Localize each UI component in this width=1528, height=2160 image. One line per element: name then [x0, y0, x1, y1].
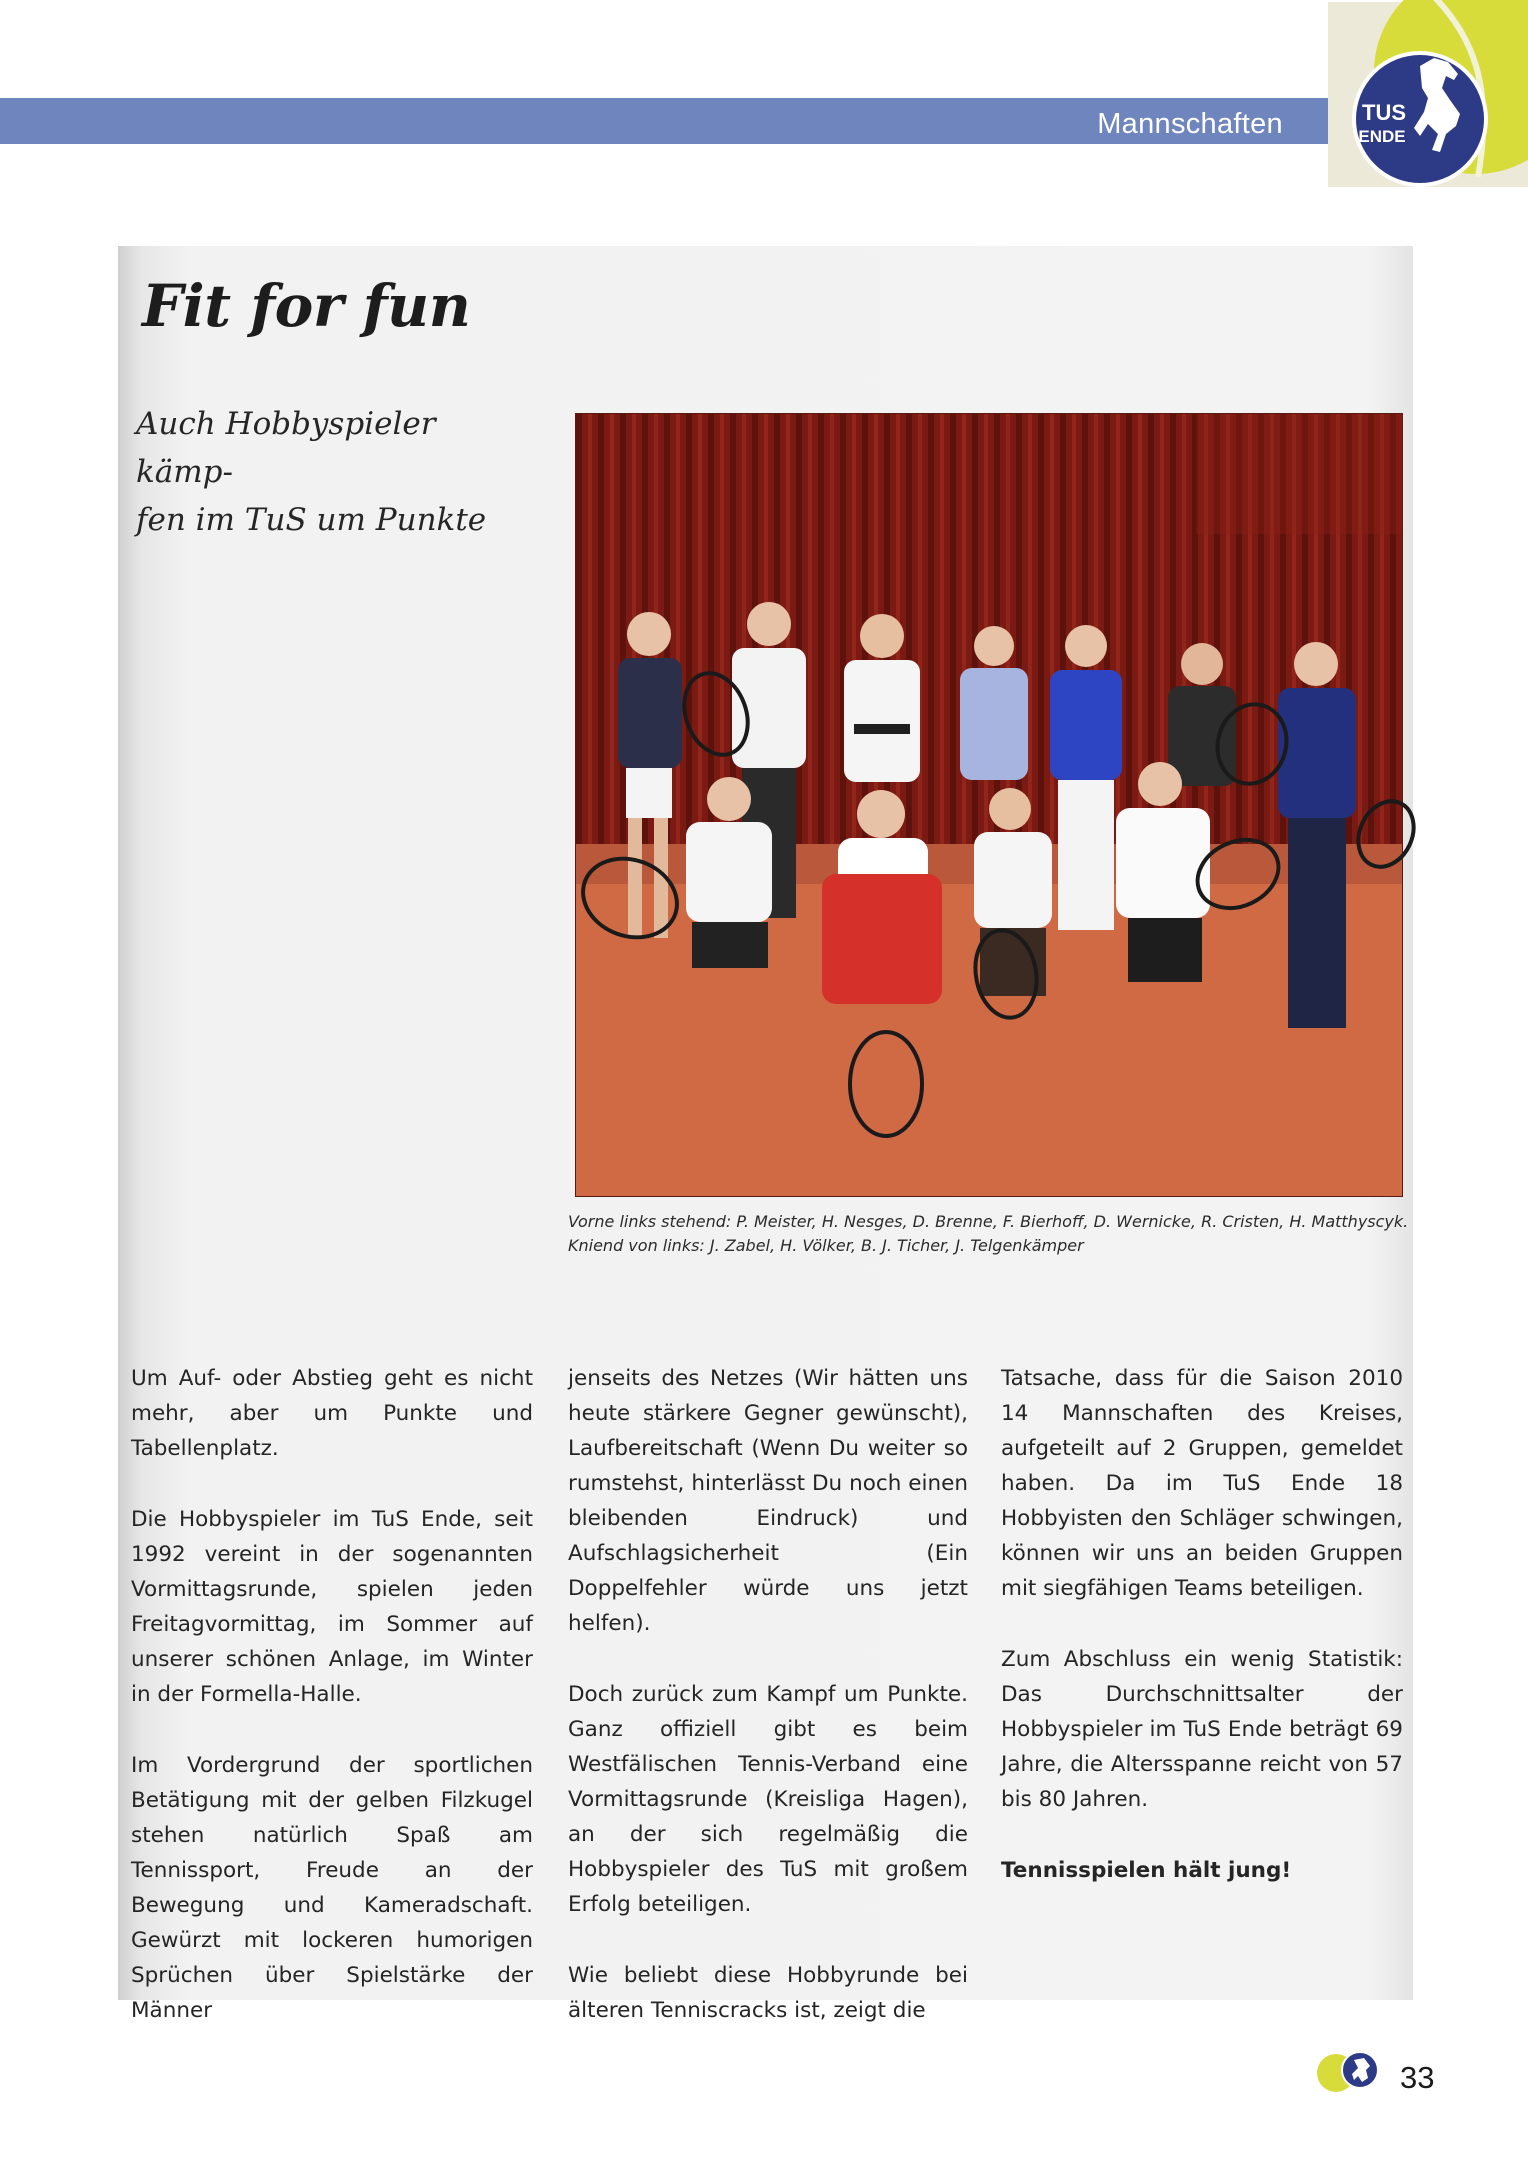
subtitle-line: fen im TuS um Punkte [136, 502, 487, 538]
closing-line: Tennisspielen hält jung! [1001, 1858, 1292, 1883]
paragraph: Wie beliebt diese Hobbyrunde bei älteren Tenniscracks ist, zeigt die [568, 1963, 968, 2023]
logo-text-tus: TUS [1362, 100, 1406, 125]
page-number: 33 [1400, 2060, 1435, 2095]
subtitle-line: Auch Hobbyspieler kämp- [136, 406, 436, 490]
team-photo-illustration [576, 414, 1402, 1196]
scanned-article-page [118, 246, 1413, 2023]
paragraph: Tatsache, dass für die Saison 2010 14 Mannschaften des Kreises, aufgeteilt auf 2 Gruppen, gemeldet haben. Da im TuS Ende 18 Hobbyisten den Schläger schwingen, können wir uns an beiden Gruppen mit siegfähigen Teams beteiligen. [1001, 1366, 1403, 1601]
paragraph: jenseits des Netzes (Wir hätten uns heute stärkere Gegner gewünscht), Laufbereitschaft (Wenn Du weiter so rumstehst, hinterlässt Du noch einen bleibenden Eindruck) und Aufschlagsicherheit (Ein Doppelfehler würde uns jetzt helfen). [568, 1366, 968, 1636]
club-logo-emblem [1328, 2, 1528, 187]
article-subtitle [136, 400, 516, 544]
paragraph: Um Auf- oder Abstieg geht es nicht mehr, aber um Punkte und Tabellenplatz. [131, 1366, 533, 1461]
paragraph: Zum Abschluss ein wenig Statistik: Das Durchschnittsalter der Hobbyspieler im TuS Ende beträgt 69 Jahre, die Altersspanne reicht von 57 bis 80 Jahren. [1001, 1647, 1403, 1812]
caption-line: Kniend von links: J. Zabel, H. Völker, B. J. Ticher, J. Telgenkämper [568, 1236, 1084, 1255]
paragraph: Doch zurück zum Kampf um Punkte. Ganz offiziell gibt es beim Westfälischen Tennis-Verband eine Vormittagsrunde (Kreisliga Hagen), an der sich regelmäßig die Hobbyspieler des TuS mit großem Erfolg beteiligen. [568, 1682, 968, 1917]
paragraph: Im Vordergrund der sportlichen Betätigung mit der gelben Filzkugel stehen natürlich Spaß am Tennissport, Freude an der Bewegung und Kameradschaft. Gewürzt mit lockeren humorigen Sprüchen über Spielstärke der Männer [131, 1753, 533, 2023]
header-bar [0, 98, 1328, 144]
footer-logo-icon [1314, 2050, 1386, 2096]
text-column-3 [1001, 1361, 1403, 1924]
section-label: Mannschaften [1097, 108, 1283, 140]
text-column-1 [131, 1361, 533, 2064]
logo-text-ende: ENDE [1358, 127, 1406, 146]
caption-line: Vorne links stehend: P. Meister, H. Nesges, D. Brenne, F. Bierhoff, D. Wernicke, R. Cristen, H. Matthyscyk. [568, 1212, 1409, 1231]
club-logo [1328, 2, 1528, 187]
photo-caption [568, 1210, 1408, 1258]
article-title: Fit for fun [142, 272, 471, 340]
team-photo [575, 413, 1403, 1197]
paragraph: Die Hobbyspieler im TuS Ende, seit 1992 vereint in der sogenannten Vormittagsrunde, spielen jeden Freitagvormittag, im Sommer auf unserer schönen Anlage, im Winter in der Formella-Halle. [131, 1507, 533, 1707]
text-column-2 [568, 1361, 968, 2064]
